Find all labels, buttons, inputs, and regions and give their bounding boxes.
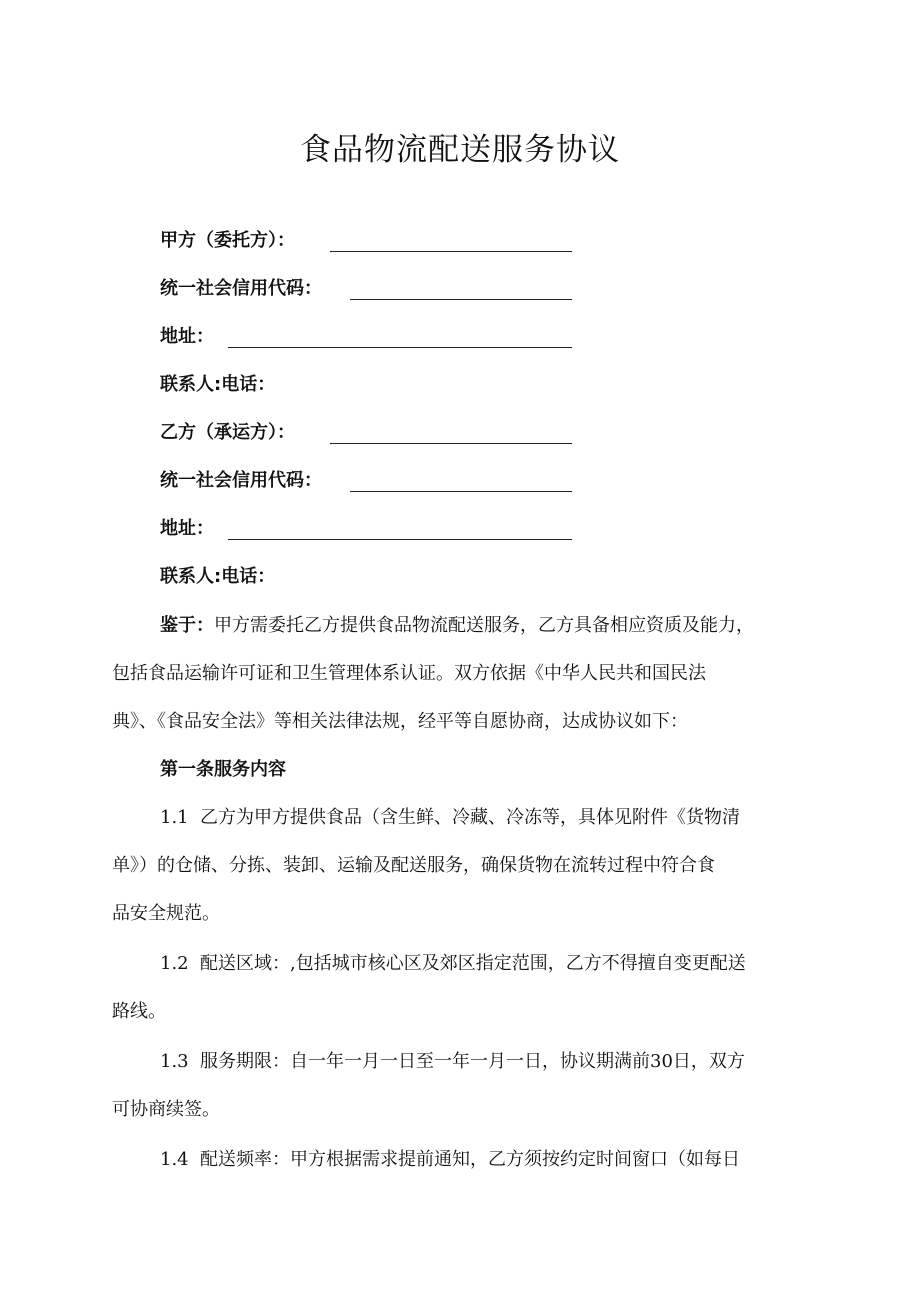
clause-1-4-number: 1.4 xyxy=(160,1149,189,1170)
party-a-address-label: 地址： xyxy=(160,326,214,347)
clause-1-1 xyxy=(112,794,812,938)
whereas-line-3: 典》、《食品安全法》等相关法律法规，经平等自愿协商，达成协议如下： xyxy=(112,711,688,732)
party-b-credit-field xyxy=(160,466,322,492)
clause-1-1-text-1: 乙方为甲方提供食品（含生鲜、冷藏、冷冻等，具体见附件《货物清 xyxy=(200,807,740,828)
party-b-credit-label: 统一社会信用代码： xyxy=(160,470,322,491)
whereas-paragraph xyxy=(112,602,812,746)
party-a-credit-blank[interactable] xyxy=(350,281,572,300)
party-a-name-label: 甲方（委托方）： xyxy=(160,230,295,251)
party-b-address-field xyxy=(160,514,214,540)
party-a-name-field xyxy=(160,226,295,252)
party-a-credit-field xyxy=(160,274,322,300)
clause-1-2 xyxy=(112,940,812,1036)
clause-1-2-line-1 xyxy=(112,940,812,988)
party-b-name-blank[interactable] xyxy=(330,425,572,444)
party-b-credit-blank[interactable] xyxy=(350,473,572,492)
clause-1-3-text-1: 服务期限：自一年一月一日至一年一月一日，协议期满前30日，双方 xyxy=(200,1051,745,1072)
article-1-heading-text: 第一条服务内容 xyxy=(160,759,286,780)
party-a-address-blank[interactable] xyxy=(228,329,572,348)
party-a-contact-label: 联系人:电话： xyxy=(160,374,276,395)
party-b-contact-label: 联系人:电话： xyxy=(160,566,276,587)
clause-1-1-line-2: 单》）的仓储、分拣、装卸、运输及配送服务，确保货物在流转过程中符合食 xyxy=(112,855,715,876)
clause-1-1-line-3: 品安全规范。 xyxy=(112,903,220,924)
clause-1-3-line-1 xyxy=(112,1038,812,1086)
party-a-credit-label: 统一社会信用代码： xyxy=(160,278,322,299)
clause-1-3-line-2: 可协商续签。 xyxy=(112,1099,220,1120)
whereas-lead: 鉴于： xyxy=(160,615,214,636)
whereas-line-1 xyxy=(112,602,812,650)
clause-1-2-text-1: 配送区域：,包括城市核心区及郊区指定范围，乙方不得擅自变更配送 xyxy=(200,953,746,974)
party-a-contact-field xyxy=(160,370,275,396)
party-b-contact-field xyxy=(160,562,275,588)
clause-1-3 xyxy=(112,1038,812,1134)
clause-1-3-number: 1.3 xyxy=(160,1051,189,1072)
clause-1-2-number: 1.2 xyxy=(160,953,189,974)
clause-1-4-line-1 xyxy=(112,1136,812,1184)
clause-1-4-text-1: 配送频率：甲方根据需求提前通知，乙方须按约定时间窗口（如每日 xyxy=(200,1149,740,1170)
clause-1-1-number: 1.1 xyxy=(160,807,189,828)
party-b-address-blank[interactable] xyxy=(228,521,572,540)
document-title: 食品物流配送服务协议 xyxy=(300,132,620,168)
clause-1-1-line-1 xyxy=(112,794,812,842)
clause-1-4 xyxy=(112,1136,812,1184)
whereas-text-1: 甲方需委托乙方提供食品物流配送服务，乙方具备相应资质及能力， xyxy=(214,615,754,636)
article-1-heading xyxy=(112,746,812,794)
party-a-name-blank[interactable] xyxy=(330,233,572,252)
whereas-line-2: 包括食品运输许可证和卫生管理体系认证。双方依据《中华人民共和国民法 xyxy=(112,663,706,684)
clause-1-2-line-2: 路线。 xyxy=(112,1001,166,1022)
party-b-address-label: 地址： xyxy=(160,518,214,539)
party-a-address-field xyxy=(160,322,214,348)
party-b-name-field xyxy=(160,418,295,444)
party-b-name-label: 乙方（承运方）： xyxy=(160,422,295,443)
